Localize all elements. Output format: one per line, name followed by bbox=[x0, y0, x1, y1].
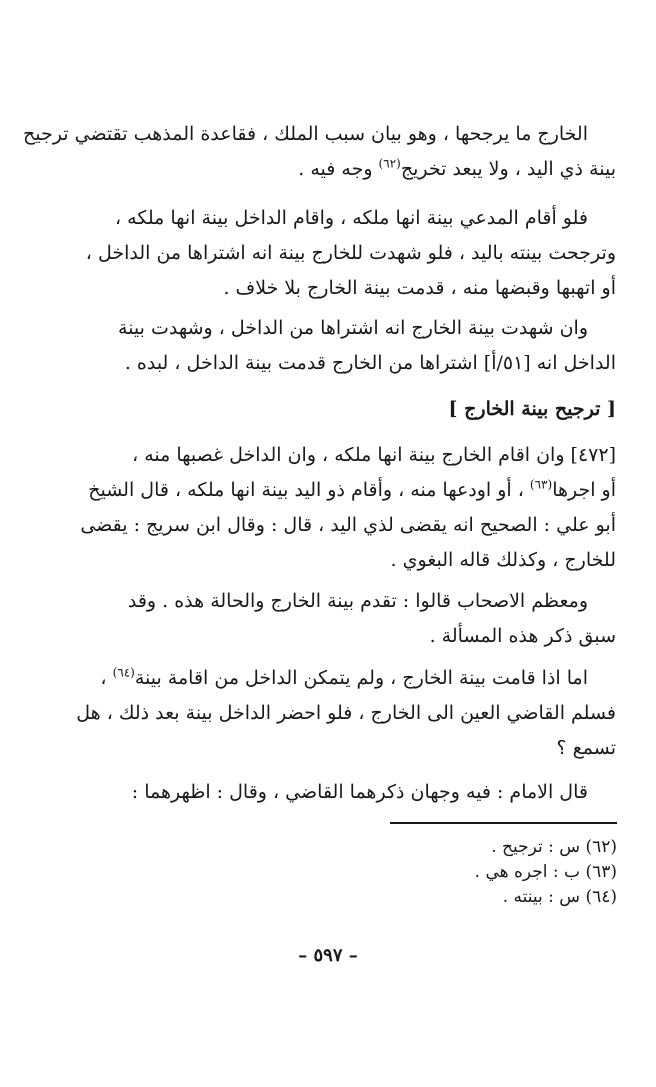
text-line: سبق ذكر هذه المسألة . bbox=[429, 625, 616, 647]
text-line: وترجحت بينته باليد ، فلو شهدت للخارج بينة انه اشتراها من الداخل ، bbox=[85, 242, 616, 264]
text-fragment: وجه فيه . bbox=[298, 158, 379, 180]
text-line: قال الامام : فيه وجهان ذكرهما القاضي ، وقال : اظهرهما : bbox=[131, 781, 588, 803]
footnote: (٦٣) ب : اجره هي . bbox=[474, 862, 617, 882]
text-line: تسمع ؟ bbox=[556, 737, 616, 759]
text-fragment: أو اجرها bbox=[552, 479, 616, 501]
text-fragment: بينة ذي اليد ، ولا يبعد تخريج bbox=[400, 158, 616, 180]
paragraph-2 bbox=[85, 201, 616, 306]
footnote-divider bbox=[390, 822, 617, 824]
text-line: [٤٧٢] وان اقام الخارج بينة انها ملكه ، وان الداخل غصبها منه ، bbox=[132, 444, 616, 466]
text-fragment: اما اذا قامت بينة الخارج ، ولم يتمكن الداخل من اقامة بينة bbox=[134, 667, 588, 689]
text-line: فلو أقام المدعي بينة انها ملكه ، واقام الداخل بينة انها ملكه ، bbox=[115, 207, 588, 229]
paragraph-8 bbox=[100, 775, 616, 810]
paragraph-3 bbox=[100, 311, 616, 381]
text-line: أو اتهبها وقبضها منه ، قدمت بينة الخارج بلا خلاف . bbox=[223, 277, 616, 299]
page-number: – ٥٩٧ – bbox=[298, 945, 358, 966]
text-line: فسلم القاضي العين الى الخارج ، فلو احضر الداخل بينة بعد ذلك ، هل bbox=[76, 702, 616, 724]
text-line bbox=[100, 152, 616, 187]
footnote: (٦٢) س : ترجيح . bbox=[491, 837, 617, 857]
paragraph-6 bbox=[100, 584, 616, 654]
footnote: (٦٤) س : بينته . bbox=[502, 887, 617, 907]
heading-text: [ ترجيح بينة الخارج ] bbox=[448, 398, 616, 420]
paragraph-1 bbox=[23, 117, 616, 187]
text-fragment: ، bbox=[100, 667, 113, 689]
paragraph-5 bbox=[80, 438, 616, 578]
text-fragment: ، أو اودعها منه ، وأقام ذو اليد بينة انها ملكه ، قال الشيخ bbox=[88, 479, 530, 501]
text-line: للخارج ، وكذلك قاله البغوي . bbox=[390, 549, 616, 571]
text-line: الخارج ما يرجحها ، وهو بيان سبب الملك ، فقاعدة المذهب تقتضي ترجيح bbox=[23, 123, 588, 145]
text-line: ومعظم الاصحاب قالوا : تقدم بينة الخارج والحالة هذه . وقد bbox=[127, 590, 588, 612]
text-line: وان شهدت بينة الخارج انه اشتراها من الداخل ، وشهدت بينة bbox=[118, 317, 588, 339]
text-line: الداخل انه [٥١/أ] اشتراها من الخارج قدمت بينة الداخل ، لبده . bbox=[124, 352, 616, 374]
text-line: أبو علي : الصحيح انه يقضى لذي اليد ، قال : وقال ابن سريج : يقضى bbox=[80, 514, 616, 536]
footnotes bbox=[380, 835, 617, 910]
footnote-ref: (٦٣) bbox=[529, 477, 553, 492]
footnote-ref: (٦٤) bbox=[112, 665, 135, 680]
text-line bbox=[88, 473, 616, 508]
text-line bbox=[100, 661, 616, 696]
paragraph-7 bbox=[76, 661, 616, 766]
footnote-ref: (٦٢) bbox=[378, 156, 401, 171]
section-heading bbox=[100, 392, 616, 427]
